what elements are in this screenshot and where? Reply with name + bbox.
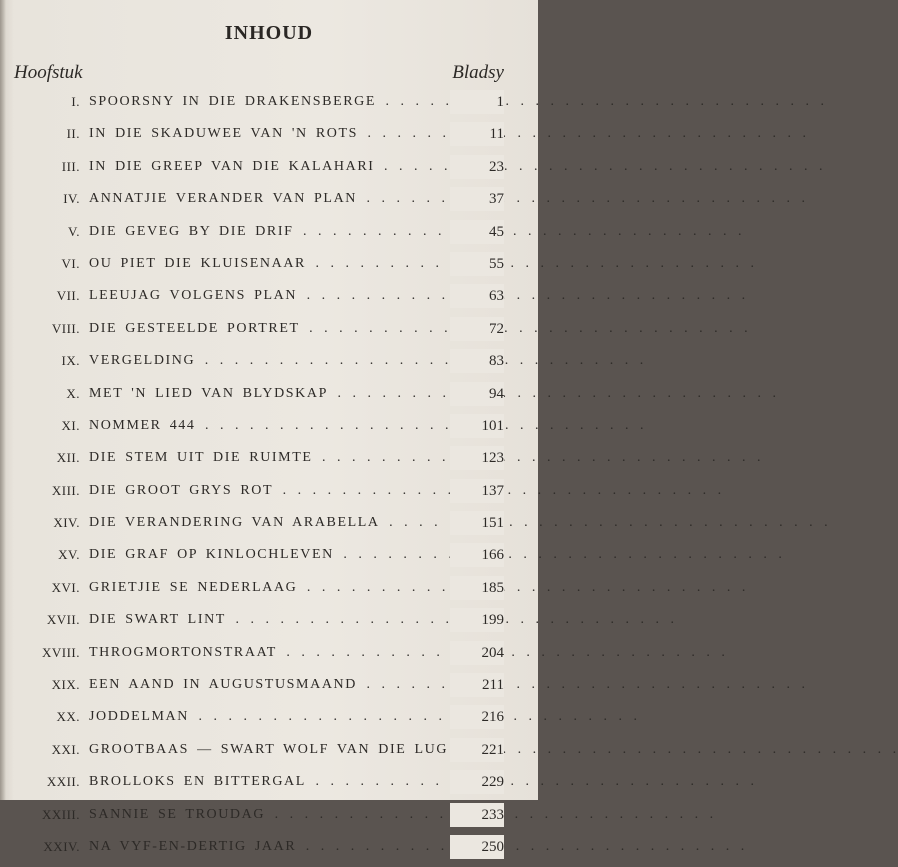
chapter-number: XVI. — [51, 579, 80, 595]
chapter-title: NOMMER 444 . . — [89, 414, 461, 438]
chapter-title: DIE GRAF OP KINLOCHLEVEN . . — [89, 543, 461, 567]
table-of-contents — [0, 90, 538, 867]
page-title: INHOUD — [224, 22, 314, 44]
chapter-title: DIE GESTEELDE PORTRET . . — [89, 317, 461, 341]
chapter-title: GROOTBAAS — SWART WOLF VAN DIE LUG . . — [89, 738, 461, 762]
page-number: 250 — [450, 835, 504, 859]
chapter-title: EEN AAND IN AUGUSTUSMAAND . . — [89, 673, 461, 697]
page-number: 37 — [450, 187, 504, 211]
toc-row-16 — [0, 576, 538, 608]
chapter-title: NA VYF-EN-DERTIG JAAR . . — [89, 835, 461, 859]
toc-row-18 — [0, 641, 538, 673]
toc-row-14 — [0, 511, 538, 543]
chapter-number: VI. — [61, 255, 80, 271]
toc-row-1 — [0, 90, 538, 122]
chapter-number: XXIV. — [43, 838, 80, 854]
page-number: 63 — [450, 284, 504, 308]
toc-row-21 — [0, 738, 538, 770]
chapter-number: XIV. — [53, 515, 80, 531]
chapter-title: LEEUJAG VOLGENS PLAN . . — [89, 284, 461, 308]
chapter-number: XII. — [56, 450, 80, 466]
chapter-number: XV. — [58, 547, 80, 563]
toc-row-20 — [0, 705, 538, 737]
page-number: 83 — [450, 349, 504, 373]
chapter-title: IN DIE GREEP VAN DIE KALAHARI . . — [89, 155, 461, 179]
toc-row-4 — [0, 187, 538, 219]
chapter-title: IN DIE SKADUWEE VAN 'N ROTS . . — [89, 122, 461, 146]
chapter-title: DIE SWART LINT . . — [89, 608, 461, 632]
chapter-number: XXIII. — [41, 806, 80, 822]
page-number: 137 — [450, 479, 504, 503]
chapter-number: XXI. — [51, 741, 80, 757]
chapter-number: IX. — [61, 353, 80, 369]
toc-row-11 — [0, 414, 538, 446]
column-header-page: Bladsy — [452, 62, 504, 83]
chapter-number: XVIII. — [41, 644, 80, 660]
toc-row-12 — [0, 446, 538, 478]
chapter-title: JODDELMAN . . — [89, 705, 461, 729]
chapter-title: ANNATJIE VERANDER VAN PLAN . . — [89, 187, 461, 211]
chapter-number: III. — [61, 158, 80, 174]
chapter-title: THROGMORTONSTRAAT . . — [89, 641, 461, 665]
page-number: 229 — [450, 770, 504, 794]
page-number: 233 — [450, 803, 504, 827]
page-number: 199 — [450, 608, 504, 632]
toc-row-7 — [0, 284, 538, 316]
chapter-number: II. — [66, 126, 80, 142]
chapter-number: XVII. — [46, 612, 80, 628]
chapter-number: I. — [71, 94, 80, 109]
chapter-title: MET 'N LIED VAN BLYDSKAP . . — [89, 382, 461, 406]
toc-row-17 — [0, 608, 538, 640]
toc-row-23 — [0, 803, 538, 835]
column-header-chapter: Hoofstuk — [14, 62, 83, 83]
chapter-title: VERGELDING . . — [89, 349, 461, 373]
page-number: 123 — [450, 446, 504, 470]
page-number: 45 — [450, 220, 504, 244]
chapter-number: XI. — [61, 417, 80, 433]
chapter-number: VII. — [56, 288, 80, 304]
chapter-title: SPOORSNY IN DIE DRAKENSBERGE . . — [89, 90, 461, 114]
chapter-title: DIE VERANDERING VAN ARABELLA . . — [89, 511, 461, 535]
chapter-number: VIII. — [51, 320, 80, 336]
page-number: 204 — [450, 641, 504, 665]
chapter-title: OU PIET DIE KLUISENAAR . . — [89, 252, 461, 276]
page-number: 151 — [450, 511, 504, 535]
chapter-title: DIE GEVEG BY DIE DRIF . . — [89, 220, 461, 244]
toc-row-19 — [0, 673, 538, 705]
toc-row-3 — [0, 155, 538, 187]
toc-row-5 — [0, 220, 538, 252]
chapter-title: GRIETJIE SE NEDERLAAG . . — [89, 576, 461, 600]
toc-row-22 — [0, 770, 538, 802]
chapter-title: BROLLOKS EN BITTERGAL . . — [89, 770, 461, 794]
page-number: 72 — [450, 317, 504, 341]
page-number: 221 — [450, 738, 504, 762]
toc-row-6 — [0, 252, 538, 284]
toc-row-8 — [0, 317, 538, 349]
chapter-title: DIE STEM UIT DIE RUIMTE . . — [89, 446, 461, 470]
toc-row-15 — [0, 543, 538, 575]
page-number: 166 — [450, 543, 504, 567]
toc-row-9 — [0, 349, 538, 381]
toc-row-13 — [0, 479, 538, 511]
chapter-number: IV. — [63, 191, 80, 207]
page-number: 211 — [450, 673, 504, 697]
chapter-number: V. — [68, 223, 80, 239]
page-number: 23 — [450, 155, 504, 179]
page-number: 101 — [450, 414, 504, 438]
chapter-number: XIX. — [51, 677, 80, 693]
page-number: 94 — [450, 382, 504, 406]
toc-row-24 — [0, 835, 538, 867]
chapter-number: XIII. — [51, 482, 80, 498]
page-number: 55 — [450, 252, 504, 276]
chapter-number: X. — [66, 385, 80, 401]
chapter-title: DIE GROOT GRYS ROT . . — [89, 479, 461, 503]
chapter-number: XXII. — [46, 774, 80, 790]
chapter-number: XX. — [56, 709, 80, 725]
toc-row-2 — [0, 122, 538, 154]
page-number: 216 — [450, 705, 504, 729]
page-number: 1 — [450, 90, 504, 114]
page-number: 11 — [450, 122, 504, 146]
chapter-title: SANNIE SE TROUDAG . . — [89, 803, 461, 827]
page-number: 185 — [450, 576, 504, 600]
toc-row-10 — [0, 382, 538, 414]
